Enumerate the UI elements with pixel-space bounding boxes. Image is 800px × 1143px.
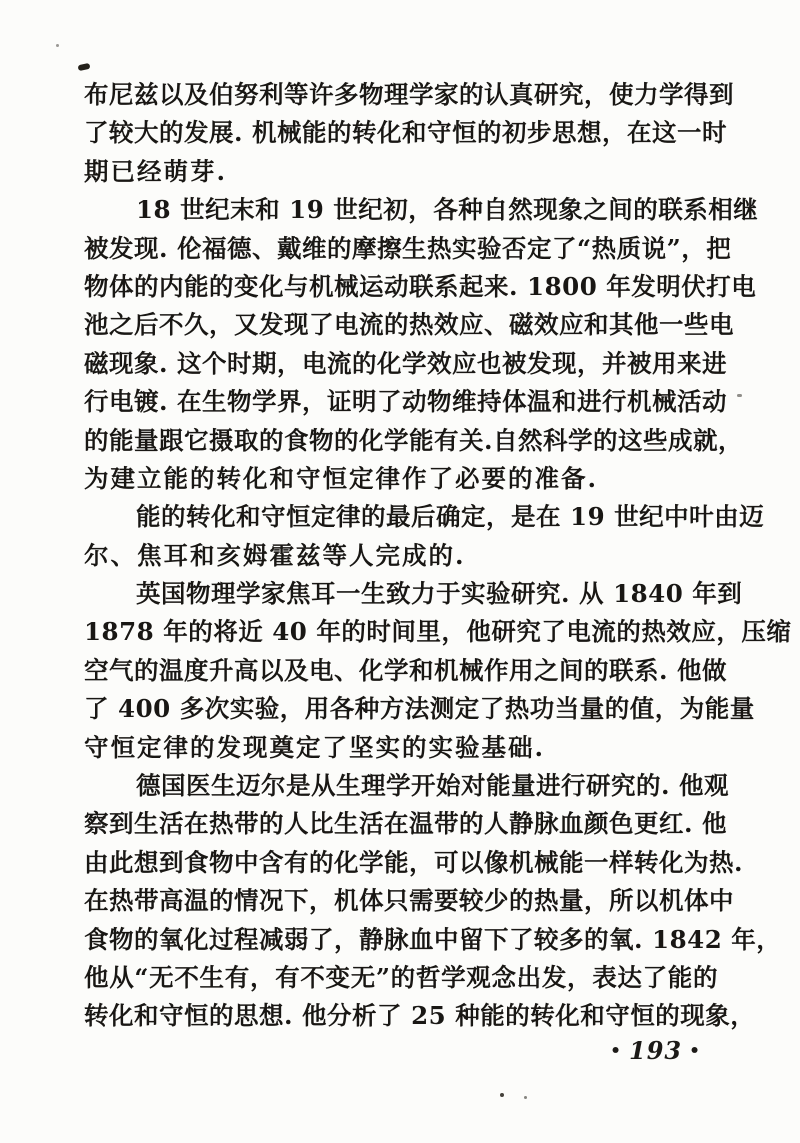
text-line: 池之后不久，又发现了电流的热效应、磁效应和其他一些电 (84, 310, 734, 340)
ink-speck (500, 1093, 504, 1097)
text-line: 食物的氧化过程减弱了，静脉血中留下了较多的氧. 1842 年， (84, 924, 782, 954)
text-line: 物体的内能的变化与机械运动联系起来. 1800 年发明伏打电 (84, 271, 757, 301)
ink-speck (737, 394, 742, 397)
ink-speck (78, 63, 91, 71)
text-line: 转化和守恒的思想. 他分析了 25 种能的转化和守恒的现象， (84, 1001, 756, 1031)
text-line: 德国医生迈尔是从生理学开始对能量进行研究的. 他观 (136, 771, 730, 801)
text-line: 能的转化和守恒定律的最后确定，是在 19 世纪中叶由迈 (136, 502, 765, 532)
footer-left-dot: • (610, 1041, 623, 1061)
text-line: 由此想到食物中含有的化学能，可以像机械能一样转化为热. (84, 847, 744, 877)
text-line: 察到生活在热带的人比生活在温带的人静脉血颜色更红. 他 (84, 809, 728, 839)
footer-right-dot: • (689, 1041, 701, 1061)
text-line: 1878 年的将近 40 年的时间里，他研究了电流的热效应，压缩 (84, 617, 792, 647)
text-line: 英国物理学家焦耳一生致力于实验研究. 从 1840 年到 (136, 579, 743, 609)
text-line: 磁现象. 这个时期，电流的化学效应也被发现，并被用来进 (84, 348, 728, 378)
text-line: 被发现. 伦福德、戴维的摩擦生热实验否定了“热质说”，把 (84, 233, 732, 263)
page-number-value: 193 (629, 1036, 683, 1065)
text-line: 了 400 多次实验，用各种方法测定了热功当量的值，为能量 (84, 694, 755, 724)
page-text (84, 76, 792, 1036)
text-line: 期已经萌芽. (84, 156, 228, 186)
text-line: 在热带高温的情况下，机体只需要较少的热量，所以机体中 (84, 886, 734, 916)
text-line: 18 世纪末和 19 世纪初，各种自然现象之间的联系相继 (136, 195, 759, 225)
text-line: 行电镀. 在生物学界，证明了动物维持体温和进行机械活动 (84, 387, 728, 417)
text-line: 空气的温度升高以及电、化学和机械作用之间的联系. 他做 (84, 655, 728, 685)
text-line: 他从“无不生有，有不变无”的哲学观念出发，表达了能的 (84, 962, 718, 992)
page-number (603, 1036, 708, 1065)
ink-speck (524, 1096, 527, 1099)
text-line: 守恒定律的发现奠定了坚实的实验基础. (84, 732, 546, 762)
ink-speck (56, 44, 59, 47)
text-line: 的能量跟它摄取的食物的化学能有关.自然科学的这些成就， (84, 425, 744, 455)
text-line: 布尼兹以及伯努利等许多物理学家的认真研究，使力学得到 (84, 80, 734, 109)
text-line: 尔、焦耳和亥姆霍兹等人完成的. (84, 540, 466, 570)
text-line: 为建立能的转化和守恒定律作了必要的准备. (84, 463, 599, 493)
text-line: 了较大的发展. 机械能的转化和守恒的初步思想，在这一时 (84, 118, 728, 148)
